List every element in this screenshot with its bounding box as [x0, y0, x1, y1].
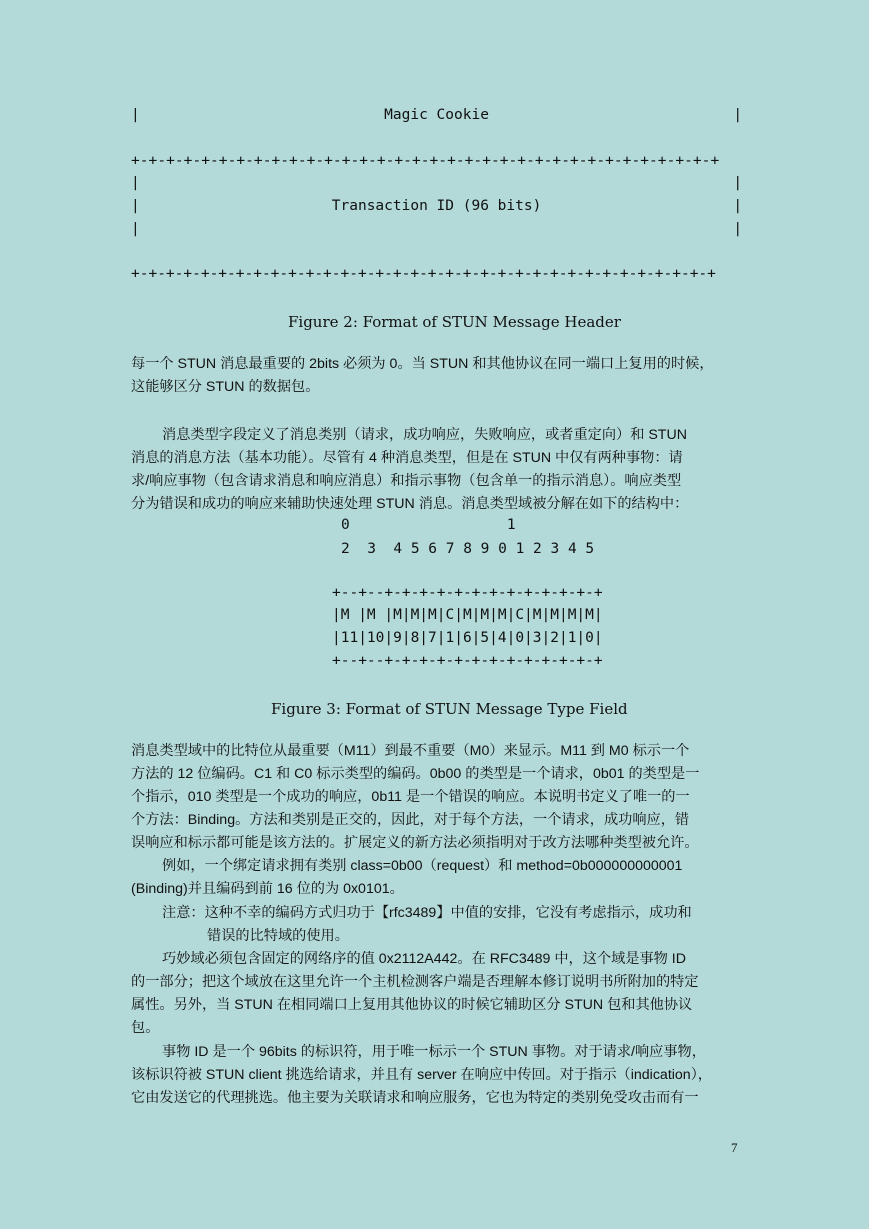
- text-line: 事物 ID 是一个 96bits 的标识符，用于唯一标示一个 STUN 事物。对于请求/响应事物，: [162, 1044, 706, 1060]
- tid-blank-row-1: | |: [131, 175, 743, 191]
- text-line: 注意：这种不幸的编码方式归功于【rfc3489】中值的安排，它没有考虑指示，成功和: [162, 905, 692, 921]
- figure3-caption: Figure 3: Format of STUN Message Type Field: [271, 700, 628, 718]
- bit-ruler-units: 2 3 4 5 6 7 8 9 0 1 2 3 4 5: [341, 541, 595, 557]
- figure2-caption: Figure 2: Format of STUN Message Header: [288, 313, 621, 331]
- text-line: 属性。另外，当 STUN 在相同端口上复用其他协议的时候它辅助区分 STUN 包和其他协议: [131, 997, 693, 1013]
- text-line: 个方法：Binding。方法和类别是正交的，因此，对于每个方法，一个请求，成功响应，错: [131, 812, 690, 828]
- text-line: 消息类型字段定义了消息类别（请求，成功响应，失败响应，或者重定向）和 STUN: [162, 427, 687, 443]
- text-line: 个指示，010 类型是一个成功的响应，0b11 是一个错误的响应。本说明书定义了唯一的一: [131, 789, 690, 805]
- tid-blank-row-2: | |: [131, 221, 743, 237]
- text-line: 消息的消息方法（基本功能）。尽管有 4 种消息类型，但是在 STUN 中仅有两种事物：请: [131, 450, 683, 466]
- text-line: 分为错误和成功的响应来辅助快速处理 STUN 消息。消息类型域被分解在如下的结构中：: [131, 496, 689, 512]
- magic-cookie-row: | Magic Cookie |: [131, 107, 743, 123]
- type-field-border-bottom: +--+--+-+-+-+-+-+-+-+-+-+-+-+-+: [332, 653, 603, 669]
- text-line: 该标识符被 STUN client 挑选给请求，并且有 server 在响应中传回。对于指示（indication），: [131, 1067, 712, 1083]
- type-field-border-top: +--+--+-+-+-+-+-+-+-+-+-+-+-+-+: [332, 585, 603, 601]
- bit-ruler-tens: 0 1: [341, 517, 516, 533]
- text-line: 消息类型域中的比特位从最重要（M11）到最不重要（M0）来显示。M11 到 M0 标示一个: [131, 743, 690, 759]
- text-line: 误响应和标示都可能是该方法的。扩展定义的新方法必须指明对于改方法哪种类型被允许。: [131, 835, 699, 851]
- page-number: 7: [731, 1140, 738, 1155]
- text-line: (Binding)并且编码到前 16 位的为 0x0101。: [131, 881, 404, 897]
- text-line: 巧妙域必须包含固定的网络序的值 0x2112A442。在 RFC3489 中，这个域是事物 ID: [162, 951, 686, 967]
- text-line: 这能够区分 STUN 的数据包。: [131, 379, 320, 395]
- diagram-border-bottom: +-+-+-+-+-+-+-+-+-+-+-+-+-+-+-+-+-+-+-+-+-+-+-+-+-+-+-+-+-+-+-+-+-+: [131, 266, 716, 282]
- diagram-border-top: +-+-+-+-+-+-+-+-+-+-+-+-+-+-+-+-+-+-+-+-+-+-+-+-+-+-+-+-+-+-+-+-+-+: [131, 153, 720, 169]
- text-line: 方法的 12 位编码。C1 和 C0 标示类型的编码。0b00 的类型是一个请求，0b01 的类型是一: [131, 766, 700, 782]
- text-line: 包。: [131, 1020, 160, 1036]
- type-field-row-letters: |M |M |M|M|M|C|M|M|M|C|M|M|M|M|: [332, 607, 603, 623]
- type-field-row-numbers: |11|10|9|8|7|1|6|5|4|0|3|2|1|0|: [332, 630, 603, 646]
- text-line: 错误的比特域的使用。: [207, 928, 349, 944]
- text-line: 每一个 STUN 消息最重要的 2bits 必须为 0。当 STUN 和其他协议在同一端口上复用的时候，: [131, 356, 714, 372]
- transaction-id-row: | Transaction ID (96 bits) |: [131, 198, 743, 214]
- text-line: 的一部分；把这个域放在这里允许一个主机检测客户端是否理解本修订说明书所附加的特定: [131, 974, 699, 990]
- text-line: 求/响应事物（包含请求消息和响应消息）和指示事物（包含单一的指示消息）。响应类型: [131, 473, 682, 489]
- text-line: 它由发送它的代理挑选。他主要为关联请求和响应服务，它也为特定的类别免受攻击而有一: [131, 1090, 699, 1106]
- text-line: 例如，一个绑定请求拥有类别 class=0b00（request）和 method=0b000000000001: [162, 858, 683, 874]
